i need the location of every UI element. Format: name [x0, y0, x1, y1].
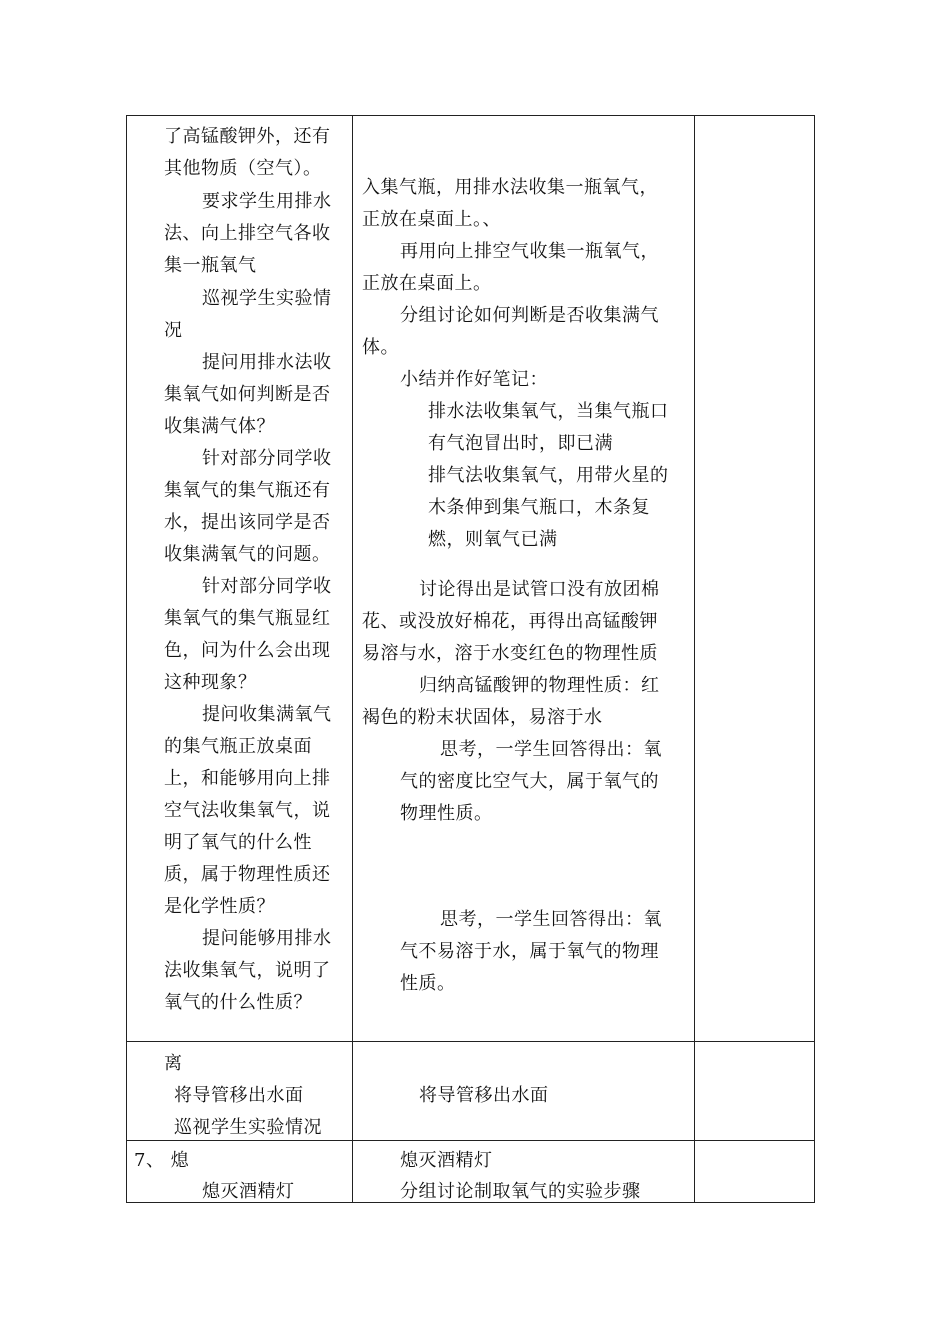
- student-line: 正放在桌面上。、: [362, 209, 501, 230]
- teacher-line: 色，问为什么会出现: [164, 640, 331, 661]
- teacher-line: 要求学生用排水: [202, 191, 332, 212]
- student-line: 排气法收集氧气，用带火星的: [428, 465, 669, 486]
- student-line: 花、或没放好棉花，再得出高锰酸钾: [362, 611, 658, 632]
- teacher-line: 集氧气如何判断是否: [164, 384, 331, 405]
- teacher-line: 7、 熄: [134, 1150, 190, 1171]
- teacher-line: 巡视学生实验情: [202, 288, 332, 309]
- teacher-line: 明了氧气的什么性: [164, 832, 312, 853]
- teacher-line: 巡视学生实验情况: [174, 1117, 322, 1138]
- student-line: 排水法收集氧气，当集气瓶口: [428, 401, 669, 422]
- teacher-line: 提问用排水法收: [202, 352, 332, 373]
- teacher-line: 况: [164, 320, 183, 341]
- teacher-line: 收集满氧气的问题。: [164, 544, 331, 565]
- table-right-border: [814, 115, 815, 1203]
- student-line: 归纳高锰酸钾的物理性质：红: [419, 675, 660, 696]
- table-bottom-border: [126, 1202, 815, 1203]
- table-left-border: [126, 115, 127, 1203]
- student-line: 气不易溶于水，属于氧气的物理: [400, 941, 659, 962]
- student-line: 将导管移出水面: [419, 1085, 549, 1106]
- student-line: 入集气瓶，用排水法收集一瓶氧气，: [362, 177, 658, 198]
- teacher-line: 集一瓶氧气: [164, 255, 257, 276]
- student-line: 气的密度比空气大，属于氧气的: [400, 771, 659, 792]
- teacher-line: 集氧气的集气瓶显红: [164, 608, 331, 629]
- teacher-line: 水，提出该同学是否: [164, 512, 331, 533]
- row-divider-1: [126, 1041, 815, 1042]
- student-line: 分组讨论如何判断是否收集满气: [400, 305, 659, 326]
- teacher-line: 收集满气体？: [164, 416, 275, 437]
- column-divider-1: [352, 115, 353, 1203]
- student-line: 有气泡冒出时，即已满: [428, 433, 613, 454]
- student-line: 燃，则氧气已满: [428, 529, 558, 550]
- student-line: 易溶与水，溶于水变红色的物理性质: [362, 643, 658, 664]
- teacher-line: 离: [164, 1053, 183, 1074]
- student-line: 性质。: [400, 973, 456, 994]
- student-line: 褐色的粉末状固体，易溶于水: [362, 707, 603, 728]
- teacher-line: 是化学性质？: [164, 896, 275, 917]
- teacher-line: 了高锰酸钾外，还有: [164, 126, 331, 147]
- teacher-line: 氧气的什么性质？: [164, 992, 312, 1013]
- student-line: 讨论得出是试管口没有放团棉: [419, 579, 660, 600]
- student-line: 木条伸到集气瓶口，木条复: [428, 497, 650, 518]
- student-line: 熄灭酒精灯: [400, 1150, 493, 1171]
- teacher-line: 提问收集满氧气: [202, 704, 332, 725]
- table-top-border: [126, 115, 815, 116]
- teacher-line: 其他物质（空气）。: [164, 158, 322, 179]
- row-divider-2: [126, 1140, 815, 1141]
- teacher-line: 集氧气的集气瓶还有: [164, 480, 331, 501]
- teacher-line: 针对部分同学收: [202, 448, 332, 469]
- teacher-line: 提问能够用排水: [202, 928, 332, 949]
- teacher-line: 法收集氧气，说明了: [164, 960, 331, 981]
- student-line: 体。: [362, 337, 399, 358]
- teacher-line: 将导管移出水面: [174, 1085, 304, 1106]
- teacher-line: 这种现象？: [164, 672, 257, 693]
- teacher-line: 熄灭酒精灯: [202, 1181, 295, 1202]
- student-line: 思考，一学生回答得出：氧: [440, 739, 662, 760]
- teacher-line: 针对部分同学收: [202, 576, 332, 597]
- teacher-line: 法、向上排空气各收: [164, 223, 331, 244]
- student-line: 再用向上排空气收集一瓶氧气，: [400, 241, 659, 262]
- teacher-line: 上，和能够用向上排: [164, 768, 331, 789]
- student-line: 思考，一学生回答得出：氧: [440, 909, 662, 930]
- student-line: 物理性质。: [400, 803, 493, 824]
- teacher-line: 质，属于物理性质还: [164, 864, 331, 885]
- student-line: 小结并作好笔记：: [400, 369, 548, 390]
- column-divider-2: [694, 115, 695, 1203]
- teacher-line: 的集气瓶正放桌面: [164, 736, 312, 757]
- teacher-line: 空气法收集氧气，说: [164, 800, 331, 821]
- student-line: 正放在桌面上。: [362, 273, 492, 294]
- student-line: 分组讨论制取氧气的实验步骤: [400, 1181, 641, 1202]
